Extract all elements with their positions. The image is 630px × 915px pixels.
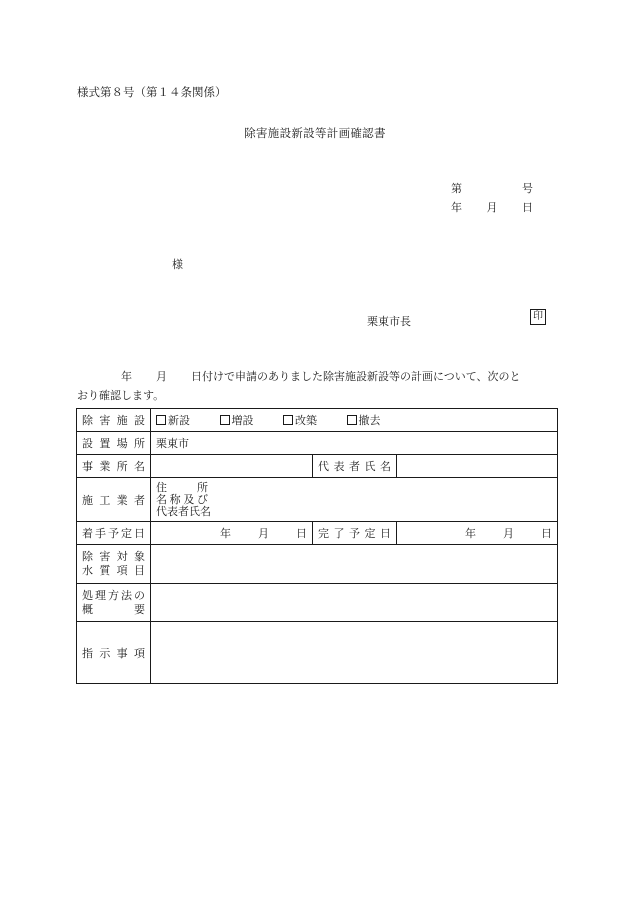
ref-dai: 第 (451, 182, 462, 195)
row-method (77, 584, 558, 622)
issuer: 栗東市長 (367, 315, 411, 328)
contractor-label: 施工業者 (77, 478, 151, 522)
start-date-value[interactable]: 年 月 日 (151, 522, 313, 545)
row-office (77, 455, 558, 478)
row-contractor (77, 478, 558, 522)
issue-date (451, 199, 533, 215)
contractor-rep-label: 代表者氏名 (156, 504, 211, 518)
checkbox-icon (156, 415, 166, 425)
instructions-value[interactable] (151, 622, 558, 684)
row-facility (77, 409, 558, 432)
method-value[interactable] (151, 584, 558, 622)
row-instructions (77, 622, 558, 684)
instructions-label: 指示事項 (77, 622, 151, 684)
document-title: 除害施設新設等計画確認書 (244, 126, 386, 140)
location-value[interactable]: 栗東市 (151, 432, 558, 455)
option-remove[interactable]: 撤去 (347, 412, 381, 428)
seal-mark: 印 (530, 309, 546, 325)
representative-value[interactable] (397, 455, 558, 478)
row-target (77, 545, 558, 584)
option-rebuild[interactable]: 改築 (283, 412, 317, 428)
checkbox-icon (220, 415, 230, 425)
contractor-name-label: 名称及び (156, 492, 208, 506)
date-month: 月 (486, 201, 498, 214)
office-value[interactable] (151, 455, 313, 478)
target-value[interactable] (151, 545, 558, 584)
contractor-address-label: 住所 (156, 480, 208, 494)
reference-number (451, 180, 533, 196)
end-date-value[interactable]: 年 月 日 (397, 522, 558, 545)
office-label: 事業所名 (77, 455, 151, 478)
checkbox-icon (347, 415, 357, 425)
body-line1-rest: 日付けで申請のありました除害施設新設等の計画について、次のと (191, 370, 521, 383)
method-label: 処理方法の 概要 (77, 584, 151, 622)
start-date-label: 着手予定日 (77, 522, 151, 545)
form-number: 様式第８号（第１４条関係） (77, 85, 227, 99)
option-expand[interactable]: 増設 (220, 412, 254, 428)
ref-go: 号 (522, 182, 533, 195)
checkbox-icon (283, 415, 293, 425)
contractor-value[interactable] (151, 478, 558, 522)
addressee-suffix: 様 (172, 258, 183, 271)
date-day: 日 (522, 201, 533, 214)
row-location (77, 432, 558, 455)
date-year: 年 (451, 201, 462, 214)
representative-label: 代表者氏名 (313, 455, 397, 478)
body-text (77, 367, 557, 405)
location-label: 設置場所 (77, 432, 151, 455)
body-line2: おり確認します。 (77, 389, 165, 402)
form-table (76, 408, 558, 684)
end-date-label: 完了予定日 (313, 522, 397, 545)
body-month: 月 (156, 370, 167, 383)
target-label: 除害対象 水質項目 (77, 545, 151, 584)
body-year: 年 (121, 370, 132, 383)
row-schedule (77, 522, 558, 545)
option-new[interactable]: 新設 (156, 412, 190, 428)
facility-label: 除害施設 (77, 409, 151, 432)
facility-options (151, 409, 558, 432)
